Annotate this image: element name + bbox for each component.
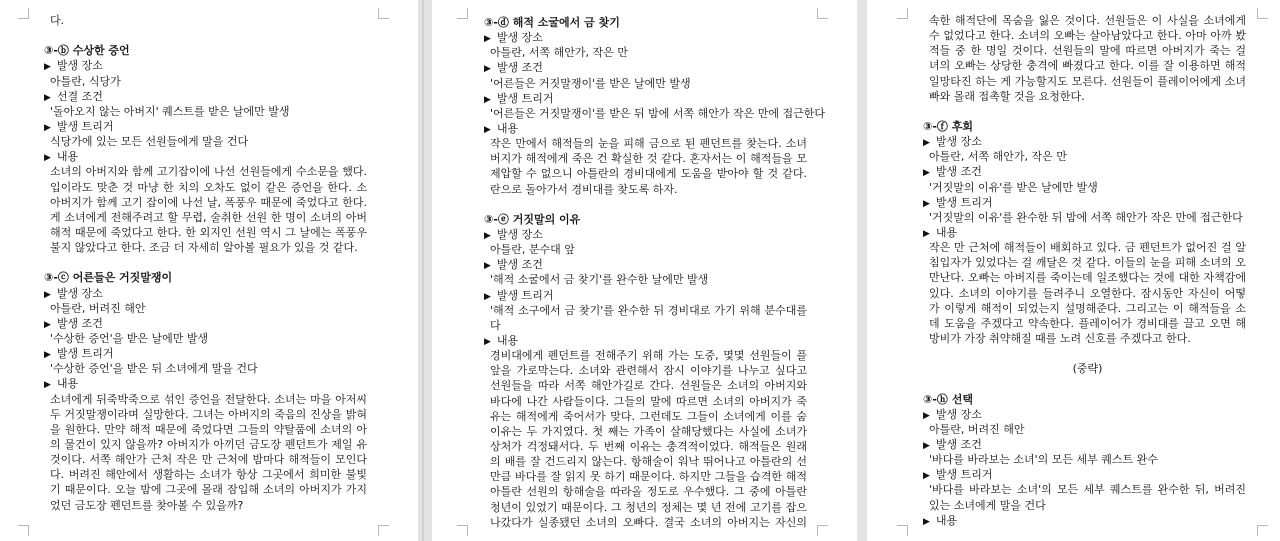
field-label-text: 내용 [56,377,79,391]
paragraph-line: 수 없었다고 한다. 소녀의 오빠는 살아남았다고 한다. 아마 아까 봤 [929,29,1246,43]
field-label [484,30,807,45]
field-label [923,467,1246,482]
page-content[interactable] [923,13,1246,528]
field-label [484,257,807,272]
triangle-bullet-icon: ▶ [484,34,491,45]
paragraph-line: 었던 금도장 펜던트를 찾아볼 수 있을까? [50,498,244,512]
triangle-bullet-icon: ▶ [484,124,491,135]
field-label [923,134,1246,149]
body-paragraph [929,13,1246,104]
paragraph-line: 만큼 바다를 잘 읽지 못 하기 때문이다. 하지만 그들을 습격한 해적 [490,470,807,484]
field-label [44,346,367,361]
field-value: '어른들은 거짓말쟁이'를 받은 뒤 밤에 서쪽 해안가 작은 만에 접근한다 [490,106,826,120]
triangle-bullet-icon: ▶ [44,92,51,103]
field-label-text: 내용 [935,513,958,527]
field-label [44,286,367,301]
field-label [484,91,807,106]
blank-line [490,197,807,212]
paragraph-line: '바다를 바라보는 소녀'의 모든 세부 퀘스트를 완수한 뒤, 버려진 [929,483,1246,497]
triangle-bullet-icon: ▶ [923,410,930,421]
page-corner-mark [897,8,908,19]
triangle-bullet-icon: ▶ [923,168,930,179]
triangle-bullet-icon: ▶ [484,336,491,347]
paragraph-line: 경비대에게 펜던트를 전해주기 위해 가는 도중, 몇몇 선원들이 플 [490,349,807,363]
paragraph-line: '해적 소구에서 금 찾기'를 완수한 뒤 경비대로 가기 위해 분수대를 [490,303,807,317]
field-label-text: 발생 조건 [496,258,543,272]
field-label [484,288,807,303]
page-corner-mark [378,8,389,19]
triangle-bullet-icon: ▶ [923,228,930,239]
paragraph-line: 게 소녀에게 전해주려고 할 무렵, 술취한 선원 한 명이 소녀의 아버 [50,210,367,224]
field-value: 아틀란, 서쪽 해안가, 작은 만 [929,150,1067,164]
paragraph-line: 소녀의 아버지와 함께 고기잡이에 나선 선원들에게 수소문을 했다. [50,165,367,179]
field-label-text: 발생 트리거 [56,119,114,133]
section-heading: ③-ⓑ 수상한 증언 [44,44,130,58]
page-corner-mark [457,525,468,536]
page-corner-mark [897,525,908,536]
paragraph-line: 적들 중 한 명일 것이다. 선원들의 말에 따르면 아버지가 죽는 걸 [929,44,1246,58]
paragraph-line: 유는 해적에게 죽어서가 맞다. 그런데도 그들이 소녀에게 이를 숨 [490,409,807,423]
field-label-text: 발생 조건 [935,165,982,179]
triangle-bullet-icon: ▶ [484,230,491,241]
document-page-1 [0,0,418,541]
field-label-text: 내용 [496,121,519,135]
paragraph-line: 불지 않았다고 한다. 조금 더 자세히 알아볼 필요가 있을 것 같다. [50,241,358,255]
paragraph-line: 다 [490,318,501,332]
field-label [484,333,807,348]
body-paragraph [490,136,807,197]
paragraph-line: 해적 때문에 죽었다고 한다. 한 외지인 선원 역시 그 날에는 폭풍우 [50,225,367,239]
field-label-text: 발생 트리거 [935,195,993,209]
triangle-bullet-icon: ▶ [484,94,491,105]
paragraph-line: 이유는 두 가지였다. 첫 째는 가족이 살해당했다는 사실에 소녀가 [490,424,807,438]
field-label-text: 발생 트리거 [496,288,554,302]
field-label-text: 내용 [496,333,519,347]
section-heading: ③-ⓔ 거짓말의 이유 [484,212,581,226]
omission-note: (중략) [1072,362,1103,376]
blank-line [929,376,1246,391]
page-corner-mark [18,525,29,536]
field-label-text: 선결 조건 [56,89,103,103]
triangle-bullet-icon: ▶ [44,289,51,300]
blank-line [929,104,1246,119]
field-label [923,437,1246,452]
body-paragraph [50,164,367,255]
paragraph-line: 두 거짓말쟁이라며 실망한다. 그녀는 아버지의 죽음의 진상을 밝혀 [50,407,367,421]
paragraph-line: 만난다. 오빠는 아버지를 죽이는데 일조했다는 것에 대한 자책감에 [929,271,1246,285]
field-label [923,225,1246,240]
triangle-bullet-icon: ▶ [44,319,51,330]
field-label-text: 발생 장소 [496,227,543,241]
paragraph-line: 입이라도 맞춘 것 마냥 한 치의 오차도 없이 같은 증언을 한다. 소 [50,180,367,194]
field-value: '돌아오지 않는 아버지' 퀘스트를 받은 날에만 발생 [50,104,290,118]
paragraph-line: 작은 만 근처에 해적들이 배회하고 있다. 금 펜던트가 없어진 걸 알 [929,241,1246,255]
paragraph-line: 나갔다가 실종됐던 소녀의 오빠다. 결국 소녀의 아버지는 자신의 [490,515,807,529]
body-paragraph [929,482,1246,512]
paragraph-line: 앞을 가로막는다. 소녀와 관련해서 잠시 이야기를 나누고 싶다고 [490,364,807,378]
triangle-bullet-icon: ▶ [923,198,930,209]
field-value: '수상한 증언'을 받은 뒤 소녀에게 말을 건다 [50,362,258,376]
field-label-text: 발생 장소 [56,59,103,73]
page-corner-mark [817,8,828,19]
page-corner-mark [1257,8,1268,19]
paragraph-line: 데 도움을 주겠다고 약속한다. 플레이어가 경비대를 끌고 오면 해 [929,316,1246,330]
paragraph-line: 란으로 돌아가서 경비대를 찾도록 하자. [490,182,678,196]
paragraph-line: 아틀란 선원의 항해술을 따라올 정도로 우수했다. 그 중에 아틀란 [490,485,807,499]
field-label [923,513,1246,528]
body-paragraph [929,240,1246,346]
field-value: '바다를 바라보는 소녀'의 모든 세부 퀘스트 완수 [929,453,1158,467]
body-paragraph [50,392,367,513]
paragraph-line: 작은 만에서 해적들의 눈을 피해 금으로 된 펜던트를 찾는다. 소녀 [490,137,807,151]
field-label [44,149,367,164]
field-label [44,89,367,104]
triangle-bullet-icon: ▶ [923,471,930,482]
paragraph-line: 의 물건이 있지 않을까? 아버지가 아끼던 금도장 펜던트가 제일 유 [50,437,367,451]
paragraph-line: 침입자가 있었다는 걸 깨달은 것 같다. 이들의 눈을 피해 소녀의 오 [929,256,1246,270]
section-heading: ③-ⓓ 해적 소굴에서 금 찾기 [484,16,620,29]
paragraph-line: 다. 버려진 해안에서 생활하는 소녀가 항상 그곳에서 희미한 불빛 [50,468,367,482]
field-value: '어른들은 거짓말쟁이'를 받은 날에만 발생 [490,76,691,90]
triangle-bullet-icon: ▶ [44,380,51,391]
paragraph-line: 의 배를 잘 건드리지 않는다. 항해술이 워낙 뛰어나고 아틀란의 선 [490,455,807,469]
paragraph-line: 청년이 있었기 때문이다. 그 청년의 정체는 몇 년 전에 고기를 잡으 [490,500,807,514]
field-value: 식당가에 있는 모든 선원들에게 말을 건다 [50,135,249,149]
paragraph-line: 녀의 오빠는 상당한 충격에 빠졌다고 한다. 이를 잘 이용하면 해적 [929,59,1246,73]
field-value: '거짓말의 이유'를 완수한 뒤 밤에 서쪽 해안가 작은 만에 접근한다 [929,210,1243,224]
paragraph-line: 제압할 수 없으니 아틀란의 경비대에게 도움을 받아야 할 것 같다. [490,167,807,181]
field-value: 다. [50,14,65,27]
paragraph-line: 일망타진 하는 게 가능할지도 모른다. 선원들이 플레이어에게 소녀 [929,74,1246,88]
triangle-bullet-icon: ▶ [44,153,51,164]
field-value: 아틀란, 분수대 앞 [490,243,575,257]
field-label-text: 내용 [935,225,958,239]
field-label-text: 발생 트리거 [935,468,993,482]
page-corner-mark [18,8,29,19]
triangle-bullet-icon: ▶ [923,138,930,149]
blank-line [50,28,367,43]
field-value: 아틀란, 서쪽 해안가, 작은 만 [490,46,628,60]
field-value: '거짓말의 이유'를 받은 날에만 발생 [929,180,1098,194]
blank-line [50,255,367,270]
field-label-text: 발생 장소 [935,407,982,421]
field-label [44,58,367,73]
field-label [923,195,1246,210]
paragraph-line: 버지가 해적에게 죽은 건 확실한 것 같다. 혼자서는 이 해적들을 모 [490,152,807,166]
field-label [484,60,807,75]
field-label [44,376,367,391]
document-page-2 [432,0,857,541]
section-heading: ③-ⓗ 선택 [923,392,973,406]
field-value: 아틀란, 버려진 해안 [929,422,1025,436]
paragraph-line: 소녀에게 뒤죽박죽으로 섞인 증언을 전달한다. 소녀는 마을 아저씨 [50,392,367,406]
field-label-text: 발생 조건 [935,437,982,451]
field-label [44,119,367,134]
triangle-bullet-icon: ▶ [44,122,51,133]
triangle-bullet-icon: ▶ [44,62,51,73]
body-paragraph [490,303,807,333]
paragraph-line: 것이다. 서쪽 해안가 근처 작은 만 근처에 밤마다 해적들이 모인다 [50,453,367,467]
paragraph-line: 아버지가 함께 고기 잡이에 나선 날, 폭풍우 때문에 죽었다고 한다. [50,195,367,209]
page-content[interactable] [484,15,826,530]
field-label-text: 발생 트리거 [56,347,114,361]
body-paragraph [490,348,807,530]
field-label [923,407,1246,422]
field-label-text: 발생 장소 [496,31,543,45]
section-heading: ③-ⓒ 어른들은 거짓말쟁이 [44,271,173,285]
triangle-bullet-icon: ▶ [484,64,491,75]
paragraph-line: 있다. 소녀의 이야기를 들려주니 오열한다. 잠시동안 자신이 어떻 [929,286,1246,300]
paragraph-line: 을 원한다. 만약 해적 때문에 죽었다면 그들의 약탈품에 소녀의 아 [50,422,367,436]
page-corner-mark [457,8,468,19]
field-label-text: 발생 장소 [56,286,103,300]
paragraph-line: 기 때문이다. 오늘 밤에 그곳에 몰래 잠입해 소녀의 아버지가 가지 [50,483,367,497]
section-heading: ③-ⓕ 후회 [923,119,973,133]
field-value: '수상한 증언'을 받은 날에만 발생 [50,331,209,345]
page-corner-mark [817,525,828,536]
paragraph-line: 바다에 나간 사람들이다. 그들의 말에 따르면 소녀의 아버지가 죽 [490,394,807,408]
page-content[interactable] [44,13,367,513]
field-label-text: 발생 조건 [496,61,543,75]
field-label-text: 발생 트리거 [496,91,554,105]
paragraph-line: 선원들을 따라 서쪽 해안가길로 간다. 선원들은 소녀의 아버지와 [490,379,807,393]
blank-line [929,346,1246,361]
triangle-bullet-icon: ▶ [923,440,930,451]
paragraph-line: 상처가 걱정돼서다. 두 번째 이유는 충격적이었다. 해적들은 원래 [490,439,807,453]
triangle-bullet-icon: ▶ [484,261,491,272]
paragraph-line: 방비가 가장 취약해질 때를 노려 신호를 주겠다고 한다. [929,331,1191,345]
paragraph-line: 빠와 몰래 접촉할 것을 요청한다. [929,89,1085,103]
document-page-3 [867,0,1280,541]
triangle-bullet-icon: ▶ [44,350,51,361]
paragraph-line: 속한 해적단에 목숨을 잃은 것이다. 선원들은 이 사실을 소녀에게 [929,14,1246,27]
triangle-bullet-icon: ▶ [484,291,491,302]
field-label-text: 발생 장소 [935,135,982,149]
triangle-bullet-icon: ▶ [923,516,930,527]
field-label-text: 내용 [56,150,79,164]
field-label [923,164,1246,179]
page-corner-mark [1257,525,1268,536]
field-label [484,121,807,136]
field-label [44,316,367,331]
page-divider [422,0,424,541]
field-value: 아틀란, 버려진 해안 [50,301,146,315]
paragraph-line: 가 이렇게 해적이 되었는지 설명해준다. 그리고는 이 해적들을 소 [929,301,1246,315]
paragraph-line: 있는 소녀에게 말을 건다 [929,498,1046,512]
field-label-text: 발생 조건 [56,316,103,330]
field-value: '해적 소굴에서 금 찾기'를 완수한 날에만 발생 [490,273,709,287]
field-value: 아틀란, 식당가 [50,74,121,88]
page-corner-mark [378,525,389,536]
field-label [484,227,807,242]
